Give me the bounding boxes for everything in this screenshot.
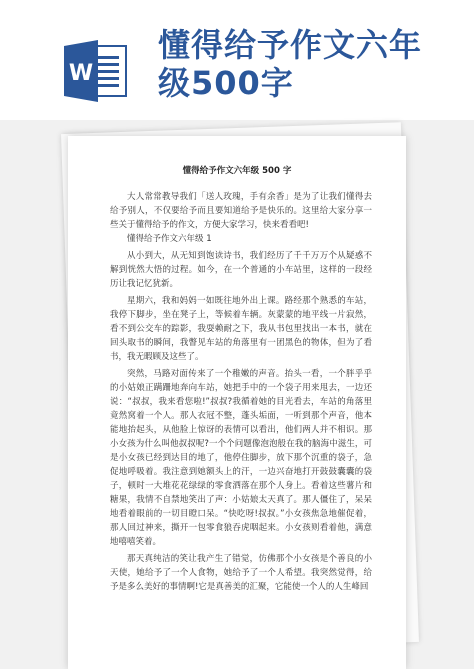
document-page <box>68 136 406 669</box>
word-document-icon <box>62 40 128 102</box>
page-title-line-2: 级500字 <box>158 64 294 102</box>
section-heading: 懂得给予作文六年级 1 <box>127 234 212 244</box>
paragraph: 星期六，我和妈妈一如既往地外出上课。路经那个熟悉的车站，我停下脚步，坐在凳子上，等候着车辆。灰蒙蒙的地平线一片寂然，看不到公交车的踪影，我耍赖耐之下，我从书包里找出一本书，就在回头取书的瞬间，我瞥见车站的角落里有一团黑色的物体，但为了看书，我无暇顾及这些了。 <box>110 296 372 362</box>
document-body <box>110 190 372 594</box>
word-icon-letter: W <box>68 61 94 86</box>
paragraph: 从小到大，从无知到饱读诗书，我们经历了千千万万个从疑惑不解到恍然大悟的过程。如今，在一个普通的小车站里，这样的一段经历让我记忆犹新。 <box>110 251 372 289</box>
paragraph: 那天真纯洁的笑让我产生了错觉，仿佛那个小女孩是个善良的小天使，她给予了一个人食物，她给予了一个人希望。我突然觉得，给予是多么美好的事情啊!它是真善美的汇聚，它能使一个人的人生峰回 <box>110 554 372 592</box>
paragraph-intro: 大人常常教导我们「送人玫瑰，手有余香」是为了让我们懂得去给予别人，不仅要给予而且要知道给予是快乐的。这里给大家分享一些关于懂得给予的作文，方便大家学习，快来看看吧! <box>110 192 372 230</box>
page-title-line-1: 懂得给予作文六年 <box>158 26 423 64</box>
page-title <box>158 26 468 102</box>
document-title: 懂得给予作文六年级 500 字 <box>182 166 292 176</box>
paragraph: 突然，马路对面传来了一个稚嫩的声音。抬头一看，一个胖乎乎的小姑娘正蹒跚地奔向车站，她把手中的一个袋子用来甩去，一边还说：“叔叔，我来看您啦!”叔叔?我循着她的目光看去，车站的角落里竟然窝着一个人。那人衣冠不整，蓬头垢面，一听到那个声音，他本能地抬起头，从他脸上惊讶的表情可以看出，他们两人并不相识。那小女孩为什么叫他叔叔呢?一个个问题像泡泡般在我的脑海中滋生，可是小女孩已经到达目的地了，他停住脚步，放下那个沉重的袋子，急促地呼吸着。我注意到她额头上的汗，一边兴奋地打开鼓鼓囊囊的袋子，顿时一大堆花花绿绿的零食洒落在那个人身上。看着这些薯片和糖果，我情不自禁地笑出了声：小姑娘太天真了。那人僵住了，呆呆地看着眼前的一切目瞪口呆。“快吃呀!叔叔。”小女孩焦急地催促着，那人回过神来，撕开一包零食狼吞虎咽起来。小女孩则看着他，满意地嘻嘻笑着。 <box>110 369 372 547</box>
header-banner <box>0 0 474 130</box>
